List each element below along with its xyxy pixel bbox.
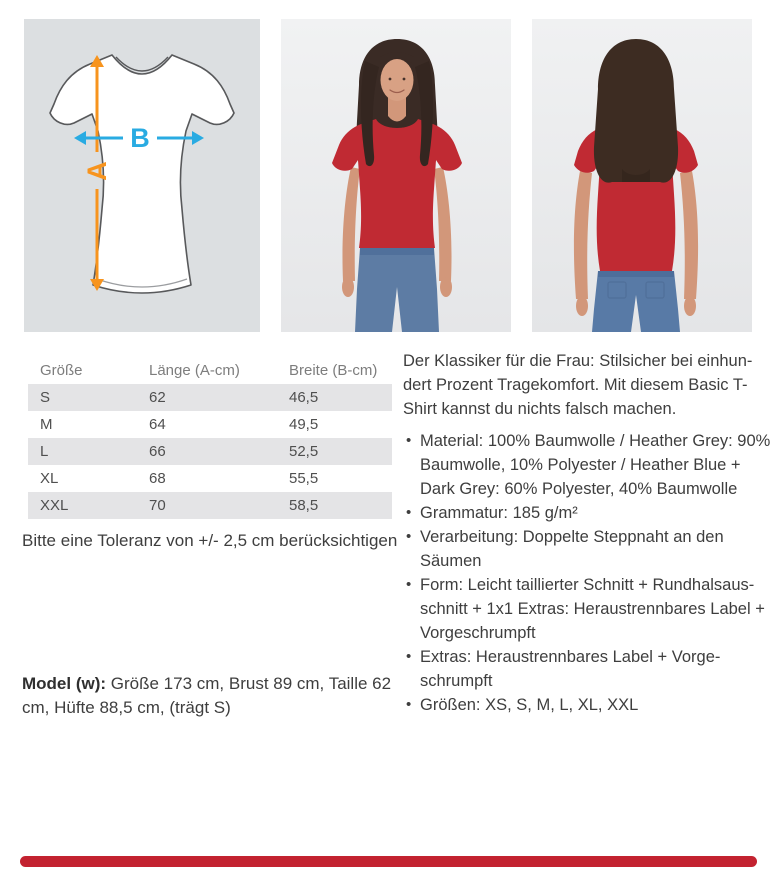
product-description — [403, 349, 773, 717]
cell-length: 70 — [149, 497, 166, 514]
description-bullet-list — [403, 429, 773, 717]
col-header-length: Länge (A-cm) — [137, 357, 277, 384]
col-header-width: Breite (B-cm) — [277, 357, 392, 384]
table-row — [28, 465, 392, 492]
model-info-text: Größe 173 cm, Brust 89 cm, Taille 62 cm, Hüfte 88,5 cm, (trägt S) — [22, 674, 392, 717]
bullet-extras: • Extras: Heraustrennbares Label + Vorgeschrumpft — [420, 645, 773, 693]
model-front-illustration — [281, 19, 511, 332]
col-header-size: Größe — [28, 357, 137, 384]
width-arrow-label: B — [130, 123, 150, 153]
table-row — [28, 492, 392, 519]
cell-length: 64 — [149, 416, 166, 433]
table-row — [28, 438, 392, 465]
bullet-material: • Material: 100% Baumwolle / Heather Grey: 90% Baumwolle, 10% Polyester / Heather Blue + Dark Grey: 60% Polyester, 40% Baumwolle — [420, 429, 773, 501]
cell-size: M — [40, 416, 53, 433]
tolerance-note: Bitte eine Toleranz von +/- 2,5 cm berücksichtigen — [22, 531, 398, 550]
model-back-illustration — [532, 19, 752, 332]
description-intro: Der Klassiker für die Frau: Stilsicher bei einhundert Prozent Tragekomfort. Mit diesem Basic T-Shirt kannst du nichts falsch machen. — [403, 352, 753, 418]
size-diagram-image — [24, 19, 260, 332]
cell-length: 66 — [149, 443, 166, 460]
length-arrow-label: A — [82, 161, 112, 181]
cell-width: 46,5 — [289, 389, 319, 406]
cell-width: 58,5 — [289, 497, 319, 514]
cell-size: XL — [40, 470, 59, 487]
horizontal-scrollbar-thumb[interactable] — [20, 856, 757, 867]
cell-width: 55,5 — [289, 470, 319, 487]
size-table — [28, 357, 392, 519]
tshirt-measurement-diagram-icon — [24, 19, 260, 332]
table-row — [28, 384, 392, 411]
cell-size: S — [40, 389, 51, 406]
table-row — [28, 411, 392, 438]
cell-width: 52,5 — [289, 443, 319, 460]
cell-width: 49,5 — [289, 416, 319, 433]
cell-size: XXL — [40, 497, 69, 514]
cell-size: L — [40, 443, 49, 460]
model-info-label: Model (w): — [22, 674, 107, 693]
bullet-groessen: • Größen: XS, S, M, L, XL, XXL — [420, 693, 773, 717]
cell-length: 68 — [149, 470, 166, 487]
size-table-header-row — [28, 357, 392, 384]
cell-length: 62 — [149, 389, 166, 406]
product-gallery — [24, 19, 752, 332]
model-info — [22, 672, 404, 720]
model-photo-front — [281, 19, 511, 332]
model-photo-back — [532, 19, 752, 332]
bullet-form: • Form: Leicht taillierter Schnitt + Rundhalsausschnitt + 1x1 Extras: Heraustrennbares Label + Vorgeschrumpft — [420, 573, 773, 645]
bullet-verarbeitung: • Verarbeitung: Doppelte Steppnaht an den Säumen — [420, 525, 773, 573]
bullet-grammatur: • Grammatur: 185 g/m² — [420, 501, 773, 525]
